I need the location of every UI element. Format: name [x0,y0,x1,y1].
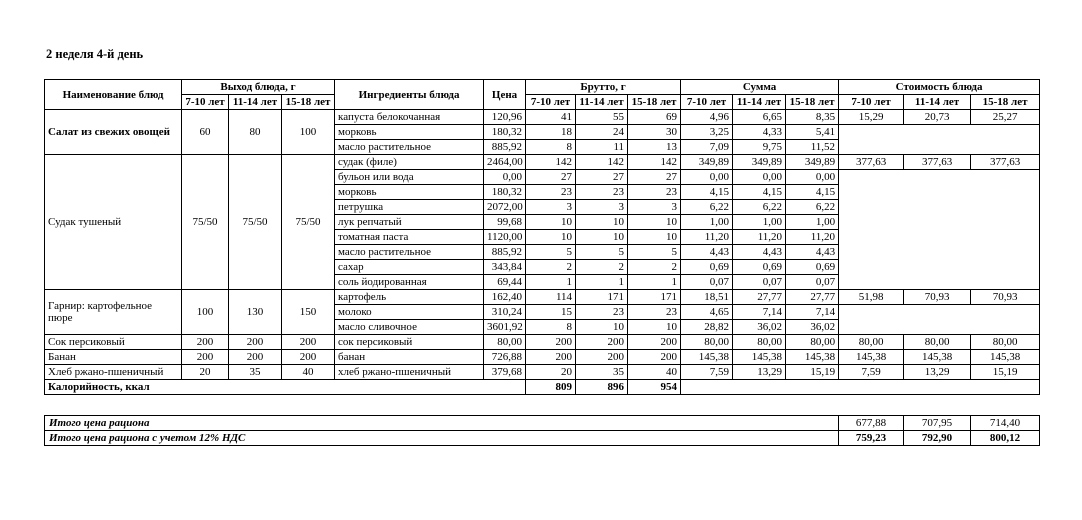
cost-value-cell: 20,73 [904,110,971,125]
ingredient-name-cell: масло растительное [335,140,484,155]
gross-value-cell: 3 [526,200,576,215]
header-age-col: 11-14 лет [229,95,282,110]
gross-value-cell: 20 [526,365,576,380]
sum-value-cell: 0,69 [786,260,839,275]
gross-value-cell: 2 [576,260,628,275]
sum-value-cell: 11,20 [681,230,733,245]
gross-value-cell: 10 [628,215,681,230]
header-price: Цена [484,80,526,110]
sum-value-cell: 36,02 [733,320,786,335]
sum-value-cell: 5,41 [786,125,839,140]
totals-base-value: 714,40 [971,416,1040,431]
sum-value-cell: 18,51 [681,290,733,305]
sum-value-cell: 4,15 [681,185,733,200]
gross-value-cell: 200 [576,335,628,350]
output-value-cell: 130 [229,290,282,335]
cost-value-cell: 70,93 [971,290,1040,305]
sum-value-cell: 80,00 [786,335,839,350]
output-value-cell: 100 [282,110,335,155]
gross-value-cell: 10 [526,230,576,245]
sum-value-cell: 0,00 [733,170,786,185]
sum-value-cell: 80,00 [733,335,786,350]
output-value-cell: 35 [229,365,282,380]
sum-value-cell: 11,20 [733,230,786,245]
price-value-cell: 1120,00 [484,230,526,245]
price-value-cell: 885,92 [484,140,526,155]
ingredient-name-cell: сахар [335,260,484,275]
header-sum-group: Сумма [681,80,839,95]
gross-value-cell: 27 [526,170,576,185]
gross-value-cell: 1 [628,275,681,290]
price-value-cell: 69,44 [484,275,526,290]
cost-value-cell: 377,63 [904,155,971,170]
gross-value-cell: 10 [576,215,628,230]
cost-value-cell: 377,63 [971,155,1040,170]
totals-base-value: 677,88 [839,416,904,431]
gross-value-cell: 23 [576,185,628,200]
output-value-cell: 75/50 [282,155,335,290]
sum-value-cell: 9,75 [733,140,786,155]
dish-name-cell: Судак тушеный [45,155,182,290]
sum-value-cell: 4,43 [786,245,839,260]
totals-row-base [45,416,1040,431]
sum-value-cell: 6,22 [786,200,839,215]
ingredient-name-cell: масло растительное [335,245,484,260]
price-value-cell: 99,68 [484,215,526,230]
gross-value-cell: 23 [526,185,576,200]
ingredient-name-cell: томатная паста [335,230,484,245]
sum-value-cell: 0,07 [681,275,733,290]
gross-value-cell: 142 [628,155,681,170]
table-body [45,110,1040,380]
gross-value-cell: 27 [628,170,681,185]
totals-vat-label: Итого цена рациона с учетом 12% НДС [45,431,839,446]
price-value-cell: 80,00 [484,335,526,350]
output-value-cell: 200 [229,350,282,365]
totals-row-vat [45,431,1040,446]
calories-section [45,380,1040,395]
price-value-cell: 162,40 [484,290,526,305]
sum-value-cell: 1,00 [733,215,786,230]
cost-value-cell: 145,38 [904,350,971,365]
output-value-cell: 150 [282,290,335,335]
gross-value-cell: 41 [526,110,576,125]
ingredient-name-cell: банан [335,350,484,365]
sum-value-cell: 7,59 [681,365,733,380]
calories-value: 809 [526,380,576,395]
gross-value-cell: 5 [526,245,576,260]
price-value-cell: 180,32 [484,125,526,140]
header-gross-group: Брутто, г [526,80,681,95]
ingredient-name-cell: морковь [335,125,484,140]
gross-value-cell: 5 [576,245,628,260]
dish-name-cell: Банан [45,350,182,365]
sum-value-cell: 11,20 [786,230,839,245]
calories-value: 954 [628,380,681,395]
totals-table [44,415,1040,446]
sum-value-cell: 1,00 [786,215,839,230]
output-value-cell: 80 [229,110,282,155]
ingredient-name-cell: морковь [335,185,484,200]
totals-base-value: 707,95 [904,416,971,431]
gross-value-cell: 10 [576,230,628,245]
ingredient-name-cell: хлеб ржано-пшеничный [335,365,484,380]
output-value-cell: 200 [282,335,335,350]
price-value-cell: 2464,00 [484,155,526,170]
sum-value-cell: 0,07 [786,275,839,290]
ingredient-name-cell: картофель [335,290,484,305]
cost-merged-empty-cell [839,170,1040,290]
header-age-col: 11-14 лет [904,95,971,110]
price-value-cell: 0,00 [484,170,526,185]
output-value-cell: 200 [282,350,335,365]
sum-value-cell: 36,02 [786,320,839,335]
gross-value-cell: 69 [628,110,681,125]
sum-value-cell: 7,14 [786,305,839,320]
price-value-cell: 343,84 [484,260,526,275]
sum-value-cell: 145,38 [681,350,733,365]
ration-table [44,79,1040,395]
header-age-col: 15-18 лет [282,95,335,110]
sum-value-cell: 145,38 [786,350,839,365]
cost-value-cell: 70,93 [904,290,971,305]
gross-value-cell: 200 [628,350,681,365]
sum-value-cell: 0,69 [733,260,786,275]
cost-merged-empty-cell [839,125,1040,155]
gross-value-cell: 200 [526,350,576,365]
gross-value-cell: 35 [576,365,628,380]
dish-name-cell: Гарнир: картофельное пюре [45,290,182,335]
cost-value-cell: 7,59 [839,365,904,380]
sum-value-cell: 0,07 [733,275,786,290]
ingredient-name-cell: сок персиковый [335,335,484,350]
sum-value-cell: 6,22 [681,200,733,215]
sum-value-cell: 27,77 [733,290,786,305]
gross-value-cell: 23 [628,305,681,320]
gross-value-cell: 142 [576,155,628,170]
gross-value-cell: 2 [526,260,576,275]
header-age-col: 7-10 лет [839,95,904,110]
sum-value-cell: 3,25 [681,125,733,140]
ingredient-name-cell: бульон или вода [335,170,484,185]
cost-value-cell: 51,98 [839,290,904,305]
cost-value-cell: 377,63 [839,155,904,170]
gross-value-cell: 171 [628,290,681,305]
output-value-cell: 200 [182,335,229,350]
sum-value-cell: 4,65 [681,305,733,320]
gross-value-cell: 24 [576,125,628,140]
cost-value-cell: 145,38 [839,350,904,365]
ingredient-name-cell: судак (филе) [335,155,484,170]
output-value-cell: 200 [229,335,282,350]
sum-value-cell: 7,09 [681,140,733,155]
sum-value-cell: 11,52 [786,140,839,155]
gross-value-cell: 11 [576,140,628,155]
output-value-cell: 75/50 [229,155,282,290]
gross-value-cell: 200 [576,350,628,365]
gross-value-cell: 10 [526,215,576,230]
price-value-cell: 726,88 [484,350,526,365]
sum-value-cell: 80,00 [681,335,733,350]
sum-value-cell: 4,15 [733,185,786,200]
cost-value-cell: 13,29 [904,365,971,380]
dish-name-cell: Хлеб ржано-пшеничный [45,365,182,380]
sum-value-cell: 4,43 [733,245,786,260]
table-header [45,80,1040,110]
calories-empty-region [681,380,1040,395]
price-value-cell: 379,68 [484,365,526,380]
header-age-col: 11-14 лет [733,95,786,110]
ingredient-name-cell: капуста белокочанная [335,110,484,125]
sum-value-cell: 4,96 [681,110,733,125]
gross-value-cell: 23 [576,305,628,320]
header-age-col: 7-10 лет [681,95,733,110]
price-value-cell: 885,92 [484,245,526,260]
gross-value-cell: 171 [576,290,628,305]
output-value-cell: 100 [182,290,229,335]
sum-value-cell: 15,19 [786,365,839,380]
sum-value-cell: 6,22 [733,200,786,215]
sum-value-cell: 0,00 [786,170,839,185]
cost-value-cell: 15,19 [971,365,1040,380]
sum-value-cell: 28,82 [681,320,733,335]
gross-value-cell: 18 [526,125,576,140]
sum-value-cell: 4,15 [786,185,839,200]
gross-value-cell: 10 [576,320,628,335]
sum-value-cell: 349,89 [681,155,733,170]
sum-value-cell: 7,14 [733,305,786,320]
calories-value: 896 [576,380,628,395]
sum-value-cell: 349,89 [786,155,839,170]
gross-value-cell: 23 [628,185,681,200]
output-value-cell: 200 [182,350,229,365]
header-dish-name: Наименование блюд [45,80,182,110]
gross-value-cell: 200 [628,335,681,350]
gross-value-cell: 142 [526,155,576,170]
gross-value-cell: 10 [628,230,681,245]
sum-value-cell: 8,35 [786,110,839,125]
ingredient-name-cell: соль йодированная [335,275,484,290]
gross-value-cell: 3 [628,200,681,215]
gross-value-cell: 40 [628,365,681,380]
header-age-col: 7-10 лет [182,95,229,110]
output-value-cell: 40 [282,365,335,380]
gross-value-cell: 3 [576,200,628,215]
gross-value-cell: 13 [628,140,681,155]
sum-value-cell: 1,00 [681,215,733,230]
output-value-cell: 75/50 [182,155,229,290]
dish-name-cell: Салат из свежих овощей [45,110,182,155]
gross-value-cell: 30 [628,125,681,140]
ingredient-name-cell: лук репчатый [335,215,484,230]
output-value-cell: 60 [182,110,229,155]
sum-value-cell: 0,69 [681,260,733,275]
sum-value-cell: 27,77 [786,290,839,305]
header-age-col: 7-10 лет [526,95,576,110]
gross-value-cell: 200 [526,335,576,350]
cost-value-cell: 15,29 [839,110,904,125]
page-title: 2 неделя 4-й день [46,47,144,61]
ingredient-name-cell: масло сливочное [335,320,484,335]
gross-value-cell: 2 [628,260,681,275]
gross-value-cell: 5 [628,245,681,260]
ingredient-name-cell: петрушка [335,200,484,215]
cost-value-cell: 145,38 [971,350,1040,365]
cost-value-cell: 80,00 [904,335,971,350]
gross-value-cell: 27 [576,170,628,185]
sum-value-cell: 13,29 [733,365,786,380]
header-age-col: 11-14 лет [576,95,628,110]
header-cost-group: Стоимость блюда [839,80,1040,95]
calories-label: Калорийность, ккал [45,380,526,395]
header-output-group: Выход блюда, г [182,80,335,95]
totals-vat-value: 792,90 [904,431,971,446]
sum-value-cell: 4,43 [681,245,733,260]
price-value-cell: 310,24 [484,305,526,320]
price-value-cell: 2072,00 [484,200,526,215]
cost-value-cell: 80,00 [839,335,904,350]
gross-value-cell: 15 [526,305,576,320]
gross-value-cell: 8 [526,320,576,335]
cost-value-cell: 25,27 [971,110,1040,125]
output-value-cell: 20 [182,365,229,380]
gross-value-cell: 55 [576,110,628,125]
sum-value-cell: 349,89 [733,155,786,170]
gross-value-cell: 8 [526,140,576,155]
gross-value-cell: 10 [628,320,681,335]
header-ingredients: Ингредиенты блюда [335,80,484,110]
header-age-col: 15-18 лет [786,95,839,110]
sum-value-cell: 6,65 [733,110,786,125]
price-value-cell: 120,96 [484,110,526,125]
sum-value-cell: 145,38 [733,350,786,365]
cost-merged-empty-cell [839,305,1040,335]
header-age-col: 15-18 лет [628,95,681,110]
totals-base-label: Итого цена рациона [45,416,839,431]
gross-value-cell: 114 [526,290,576,305]
dish-name-cell: Сок персиковый [45,335,182,350]
totals-vat-value: 800,12 [971,431,1040,446]
sum-value-cell: 4,33 [733,125,786,140]
cost-value-cell: 80,00 [971,335,1040,350]
sum-value-cell: 0,00 [681,170,733,185]
totals-vat-value: 759,23 [839,431,904,446]
price-value-cell: 3601,92 [484,320,526,335]
header-age-col: 15-18 лет [971,95,1040,110]
gross-value-cell: 1 [576,275,628,290]
ingredient-name-cell: молоко [335,305,484,320]
gross-value-cell: 1 [526,275,576,290]
price-value-cell: 180,32 [484,185,526,200]
